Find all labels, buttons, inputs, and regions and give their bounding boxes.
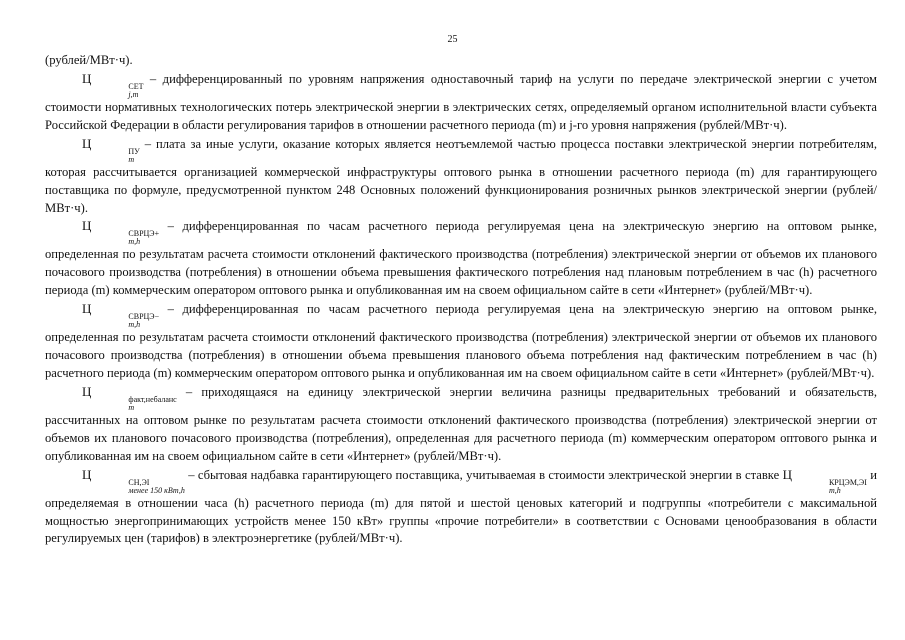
symbol-c-svrce-plus: Ц СВРЦЭ+ m,h [82,218,160,247]
paragraph-sales-markup [45,466,877,549]
paragraph-price-plus [45,217,877,300]
paragraph-text: – приходящаяся на единицу электрической энергии величина разницы предварительных требований и обязательств, рассчитанных на оптовом рынке по результатам расчета стоимости отклонений фактического производства (потребления) электрической энергии от объемов их планового почасового производства (потребления), определенная для расчетного периода (m) коммерческим оператором оптового рынка и опубликованная им на своем официальном сайте в сети «Интернет» (рублей/МВт·ч). [45,384,877,463]
paragraph-text: – дифференцированный по уровням напряжения одноставочный тариф на услуги по передаче электрической энергии с учетом стоимости нормативных технологических потерь электрической энергии в электрических сетях, определяемый органом исполнительной власти субъекта Российской Федерации в области регулирования тарифов в отношении расчетного периода (m) и j-го уровня напряжения (рублей/МВт·ч). [45,71,877,132]
paragraph-text: – дифференцированная по часам расчетного периода регулируемая цена на электрическую энергию на оптовом рынке, определенная по результатам расчета стоимости отклонений фактического производства (потребления) электрической энергии от объемов их планового почасового производства (потребления) в отношении объема превышения фактического потребления над плановым потреблением в час (h) расчетного периода (m) коммерческим оператором оптового рынка и опубликованная им на своем официальном сайте в сети «Интернет» (рублей/МВт·ч). [45,219,877,298]
paragraph-imbalance [45,383,877,466]
paragraph-tariff-set [45,70,877,135]
symbol-c-fact-imbalance: Ц факт,небаланс m [82,383,177,412]
symbol-c-krcem-ei: Ц КРЦЭМ,ЭІ m,h [782,466,867,495]
paragraph-text: и определяемая в отношении часа (h) расчетного периода (m) для пятой и шестой ценовых категорий и подгруппы «потребители с максимальной мощностью энергопринимающих устройств менее 150 кВт» группы «прочие потребители» в соответствии с Основами ценообразования в области регулируемых цен (тарифов) в электроэнергетике (рублей/МВт·ч). [45,467,877,546]
paragraph-services-fee [45,135,877,218]
paragraph-text: – плата за иные услуги, оказание которых является неотъемлемой частью процесса поставки электрической энергии потребителям, которая рассчитывается организацией коммерческой инфраструктуры оптового рынка в отношении расчетного периода (m) для гарантирующего поставщика по формуле, предусмотренной пунктом 248 Основных положений функционирования розничных рынков электрической энергии (рублей/МВт·ч). [45,136,877,215]
symbol-c-sn-ei: Ц СН,ЭІ менее 150 кВт,h [82,466,185,495]
symbol-c-svrce-minus: Ц СВРЦЭ− m,h [82,301,160,330]
symbol-c-set: Ц СЕТ j,m [82,70,144,99]
paragraph-units-tail: (рублей/МВт·ч). [45,53,133,67]
symbol-c-pu: Ц ПУ m [82,135,140,164]
paragraph-text: – дифференцированная по часам расчетного периода регулируемая цена на электрическую энергию на оптовом рынке, определенная по результатам расчета стоимости отклонений фактического производства (потребления) электрической энергии от объемов их планового почасового производства (потребления) в отношении объема превышения планового объема потребления над фактическим потреблением в час (h) расчетного периода (m) коммерческим оператором оптового рынка и опубликованная им на своем официальном сайте в сети «Интернет» (рублей/МВт·ч). [45,302,877,380]
paragraph-price-minus [45,300,877,383]
document-body [45,52,877,548]
page-number: 25 [447,34,458,45]
paragraph-text: – сбытовая надбавка гарантирующего поставщика, учитываемая в стоимости электрической энергии в ставке [184,467,783,482]
